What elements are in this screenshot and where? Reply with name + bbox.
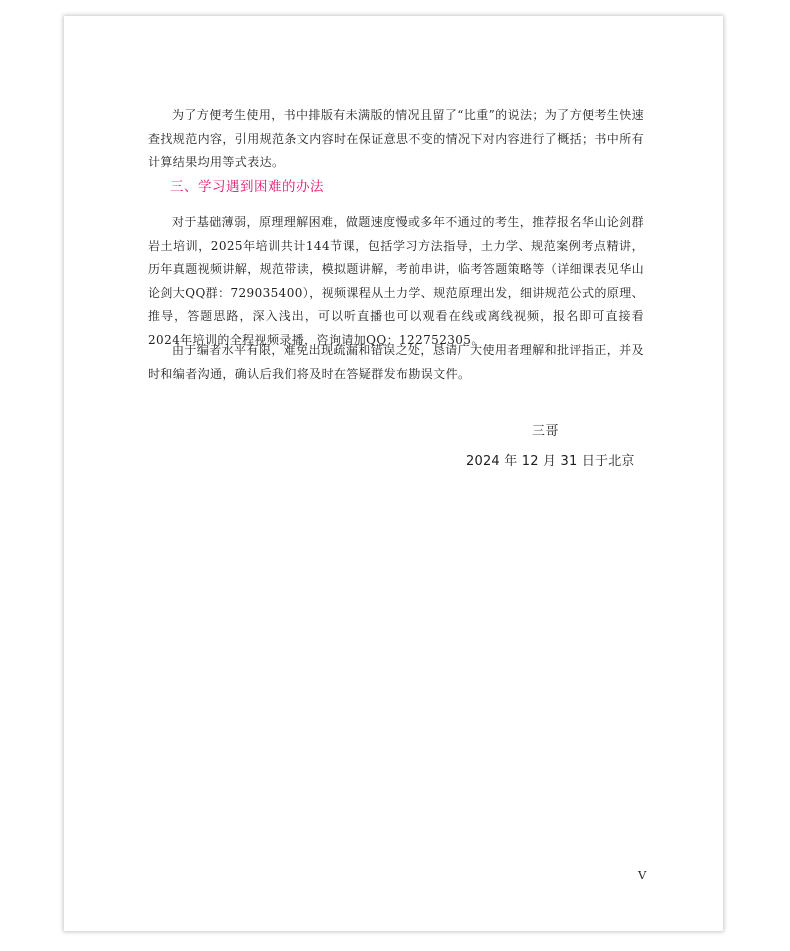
paragraph-text: 由于编者水平有限，难免出现疏漏和错误之处，恳请广大使用者理解和批评指正，并及时和编者沟通，确认后我们将及时在答疑群发布勘误文件。 bbox=[148, 343, 644, 381]
page-number: V bbox=[638, 868, 647, 882]
signature-date: 2024 年 12 月 31 日于北京 bbox=[466, 454, 635, 469]
book-page bbox=[64, 16, 723, 931]
author-signature: 三哥 bbox=[532, 424, 560, 439]
paragraph-text: 为了方便考生使用，书中排版有未满版的情况且留了“比重”的说法；为了方便考生快速查找规范内容，引用规范条文内容时在保证意思不变的情况下对内容进行了概括；书中所有计算结果均用等式表达。 bbox=[148, 108, 645, 170]
paragraph-notation-note bbox=[148, 104, 644, 175]
paragraph-training-info bbox=[148, 211, 644, 353]
paragraph-errata-note bbox=[148, 339, 644, 386]
paragraph-text: 对于基础薄弱，原理理解困难，做题速度慢或多年不通过的考生，推荐报名华山论剑群岩土培训，2025年培训共计144节课，包括学习方法指导，土力学、规范案例考点精讲，历年真题视频讲解，规范带读，模拟题讲解，考前串讲，临考答题策略等（详细课表见华山论剑大QQ群：729035400），视频课程从土力学、规范原理出发，细讲规范公式的原理、推导，答题思路，深入浅出，可以听直播也可以观看在线或离线视频，报名即可直接看2024年培训的全程视频录播，咨询请加QQ：122752305。 bbox=[148, 215, 645, 347]
section-heading: 三、学习遇到困难的办法 bbox=[170, 179, 324, 195]
